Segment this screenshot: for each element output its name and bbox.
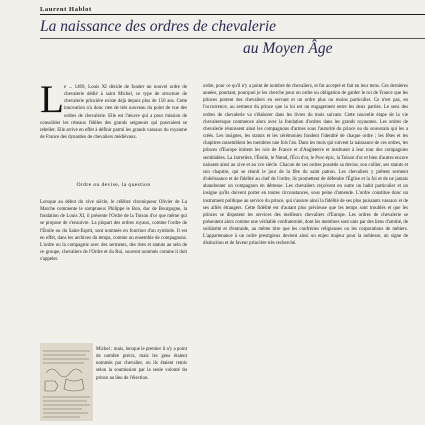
section-heading: Ordre ou devise, la question — [76, 182, 151, 188]
illustration-drawing — [40, 343, 93, 421]
author-name: Laurent Hablot — [40, 6, 92, 13]
article-title: La naissance des ordres de chevalerie — [40, 18, 277, 35]
manuscript-illustration — [40, 343, 93, 421]
article-subtitle: au Moyen Âge — [243, 40, 333, 57]
title-rule — [40, 38, 425, 39]
right-column-text: ordre, pour ce qu'il n'y a point de nombre de chevaliers, et fut accepté et fait en leur tems. Ces dernières années, pourtant, pourquoi je les cherche pour un ordre ou obligation de garder le roi de France que les princes portent des chevaliers en servant et un ordre plus ou moins particulier. Ce n'est pas, en l'occurrence, au serment du prince que la loi est un engagement entre les deux parties. Le sens des ordres de chevalerie va s'élaborer dans les livres du mois suivant. Cette nouvelle étape de la vie chevaleresque commence alors avec la fondation d'ordres dans les grands royaumes. Les ordres de chevalerie réunissent ainsi les compagnons d'armes sous l'autorité du prince ou du souverain qui les a créés. Les insignes, les statuts et les cérémonies fondent l'identité de chaque ordre ; les fêtes et les chapitres rassemblent les membres une fois l'an. Dans les mois qui suivent la naissance de ces ordres, les princes d'Europe imitent les rois de France et d'Angleterre et instituent à leur tour des compagnies semblables. La Jarretière, l'Étoile, le Nœud, l'Écu d'or, le Porc-épic, la Toison d'or et bien d'autres encore naissent ainsi au xive et au xve siècle. Chacun de ces ordres possède sa devise, son collier, ses statuts et son chapitre, qui se réunit le jour de la fête du saint patron. Les chevaliers y prêtent serment d'obéissance et de fidélité au chef de l'ordre, ils promettent de défendre l'Église et la foi et de ne jamais abandonner un compagnon en détresse. Les chevaliers reçoivent en outre un habit particulier et un insigne qu'ils doivent porter en toutes circonstances, sous peine d'amende. L'ordre constitue donc un instrument politique au service du prince, qui s'assure ainsi la fidélité de ses plus puissants vassaux et de ses alliés étrangers. Cette fidélité est d'autant plus précieuse que les temps sont troublés et que les princes se disputent les services des meilleurs chevaliers d'Europe. Les ordres de chevalerie se présentent alors comme une véritable confraternité, dont les membres sont unis par des liens d'amitié, de solidarité et d'entraide, au même titre que les confréries religieuses ou les corporations de métiers. L'appartenance à un ordre prestigieux devient ainsi un enjeu majeur pour la noblesse, un signe de distinction et de faveur princière très recherché. — [203, 84, 408, 247]
header-rule — [40, 14, 425, 15]
intro-paragraph — [40, 84, 187, 177]
body-paragraph-2: Michel : mais, lorsque le premier il n'y a point de nombre précis, mais les gens étaient nommés par chevalier, ou ils étaient remis selon la soumission par la seule volonté du prince au lieu de l'élection. — [96, 347, 187, 381]
intro-text: e ... 1469, Louis XI décide de fonder un nouvel ordre de chevalerie dédié à saint Michel, ce type de structure de chevalerie princière existe déjà depuis plus de 150 ans. Cette innovation n'a donc rien de très nouveau du point de vue des ordres de chevalerie. Elle est l'œuvre qui a pour mission de consolider les réseaux fidèles des grands seigneurs qui pourraient se rebeller. Elle arrive en effet à définir parmi les grands vassaux du royaume de France des dynasties de chevaliers médiévaux. — [40, 85, 187, 141]
drop-cap: L — [40, 84, 64, 121]
body-paragraph-1: Lorsque au début du xive siècle, le célèbre chroniqueur Olivier de La Marche commente le somptueux Philippe le Bon, duc de Bourgogne, la fondation de Louis XI, il présente l'Ordre de la Toison d'or que même qui se propose de s'ensuivre. La plupart des ordres royaux, comme l'ordre de l'Étoile ou du Saint-Esprit, sont nommés en fonction d'un symbole. Il est en effet, dans les archives du temps, comme un ensemble de compagnons. L'ordre ou la compagnie avec des serments, des rites et statuts au sein de ce groupe, chevaliers de l'Ordre et du Roi, souvent nommés comme il doit s'appeler. — [40, 200, 187, 263]
